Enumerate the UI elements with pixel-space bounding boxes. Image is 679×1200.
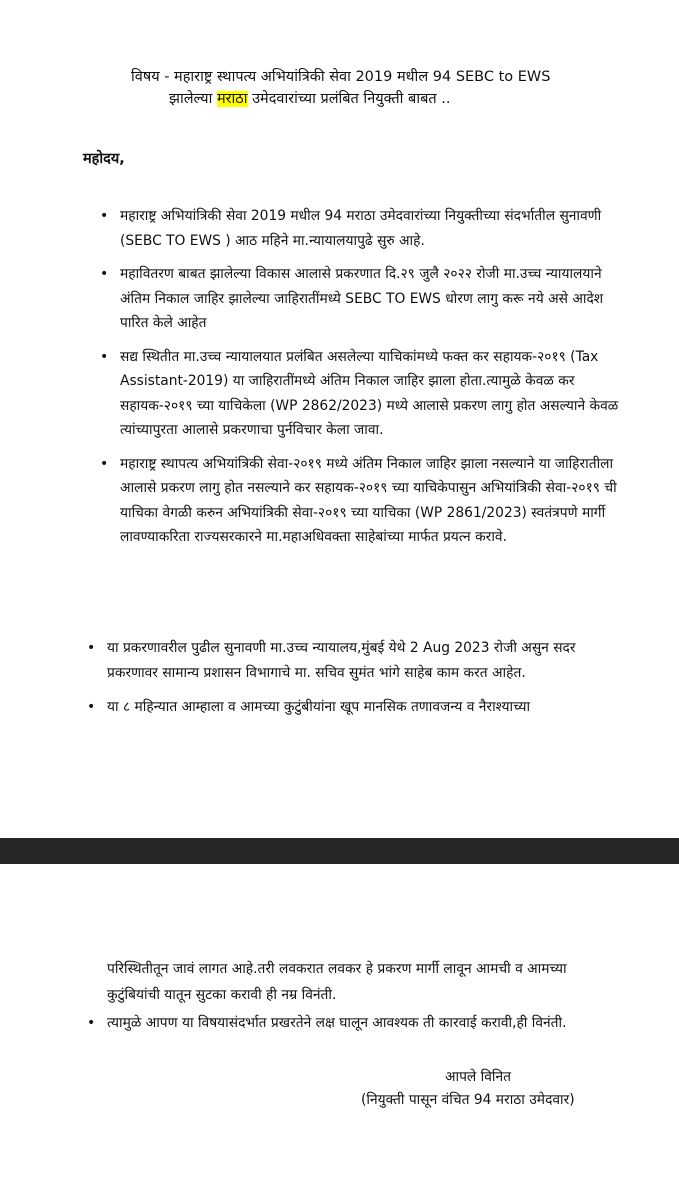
page-separator — [0, 838, 679, 864]
subject-line-2-before: झालेल्या — [169, 91, 217, 107]
continuation-text: परिस्थितीतून जावं लागत आहे.तरी लवकरात लवकर हे प्रकरण मार्गी लावून आमची व आमच्या कुटुंबियांची यातून सुटका करावी ही नम्र विनंती. — [107, 961, 567, 1003]
list-item — [87, 636, 627, 685]
list-item — [100, 345, 620, 443]
list-item-text: सद्य स्थितीत मा.उच्च न्यायालयात प्रलंबित असलेल्या याचिकांमध्ये फक्त कर सहायक-२०१९ (Tax Assistant-2019) या जाहिरातींमध्ये अंतिम निकाल जाहिर झाला होता.त्यामुळे केवळ कर सहायक-२०१९ च्या याचिकेला (WP 2862/2023) मध्ये आलासे प्रकरण लागु होत असल्याने केवळ त्यांच्यापुरता आलासे प्रकरणाचा पुर्नविचार केला जावा. — [120, 348, 619, 438]
greeting: महोदय, — [83, 151, 125, 167]
list-item — [100, 452, 620, 550]
bullet-icon: • — [100, 208, 109, 224]
signoff-signatory: (नियुक्ती पासून वंचित 94 मराठा उमेदवार) — [361, 1092, 575, 1108]
outer-bullet-list-2 — [87, 1011, 647, 1036]
list-item — [87, 1011, 647, 1036]
list-item-text: या ८ महिन्यात आम्हाला व आमच्या कुटुंबीयांना खूप मानसिक तणावजन्य व नैराश्याच्या — [107, 699, 531, 715]
subject-line-2-after: उमेदवारांच्या प्रलंबित नियुक्ती बाबत .. — [247, 91, 451, 107]
bullet-icon: • — [100, 348, 109, 365]
list-item — [87, 695, 627, 720]
highlighted-word: मराठा — [216, 91, 248, 107]
subject-line — [131, 66, 651, 110]
list-item — [100, 262, 620, 336]
bullet-icon: • — [87, 1015, 96, 1031]
bullet-icon: • — [100, 455, 109, 472]
document-page-2 — [0, 864, 679, 1200]
list-item-text: महाराष्ट्र अभियांत्रिकी सेवा 2019 मधील 94 मराठा उमेदवारांच्या नियुक्तीच्या संदर्भातील सुनावणी (SEBC TO EWS ) आठ महिने मा.न्यायालयापुढे सुरु आहे. — [120, 208, 602, 249]
bullet-icon: • — [100, 266, 109, 282]
inner-bullet-list — [100, 204, 620, 559]
list-item — [100, 204, 620, 253]
list-item-text: महाराष्ट्र स्थापत्य अभियांत्रिकी सेवा-२०१९ मध्ये अंतिम निकाल जाहिर झाला नसल्याने या जाहिरातीला आलासे प्रकरण लागु होत नसल्याने कर सहायक-२०१९ च्या याचिकेपासुन अभियांत्रिकी सेवा-२०१९ ची याचिका वेगळी करुन अभियांत्रिकी सेवा-२०१९ च्या याचिका (WP 2861/2023) स्वतंत्रपणे मार्गी लावण्याकरिता राज्यसरकारने मा.महाअधिवक्ता साहेबांच्या मार्फत प्रयत्न करावे. — [120, 455, 617, 545]
list-item-text: या प्रकरणावरील पुढील सुनावणी मा.उच्च न्यायालय,मुंबई येथे 2 Aug 2023 रोजी असुन सदर प्रकरणावर सामान्य प्रशासन विभागाचे मा. सचिव सुमंत भांगे साहेब काम करत आहेत. — [107, 640, 576, 681]
subject-line-1: विषय - महाराष्ट्र स्थापत्य अभियांत्रिकी सेवा 2019 मधील 94 SEBC to EWS — [131, 69, 551, 85]
outer-bullet-list — [87, 636, 627, 730]
list-item-text: त्यामुळे आपण या विषयासंदर्भात प्रखरतेने लक्ष घालून आवश्यक ती कारवाई करावी,ही विनंती. — [107, 1015, 567, 1031]
list-item-text: महावितरण बाबत झालेल्या विकास आलासे प्रकरणात दि.२९ जुलै २०२२ रोजी मा.उच्च न्यायालयाने अंतिम निकाल जाहिर झालेल्या जाहिरातींमध्ये SEBC TO EWS धोरण लागु करू नये असे आदेश पारित केले आहेत — [120, 266, 604, 331]
signoff-closing: आपले विनित — [445, 1069, 512, 1085]
bullet-icon: • — [87, 640, 96, 656]
subject-line-2 — [131, 88, 651, 110]
bullet-icon: • — [87, 699, 96, 715]
